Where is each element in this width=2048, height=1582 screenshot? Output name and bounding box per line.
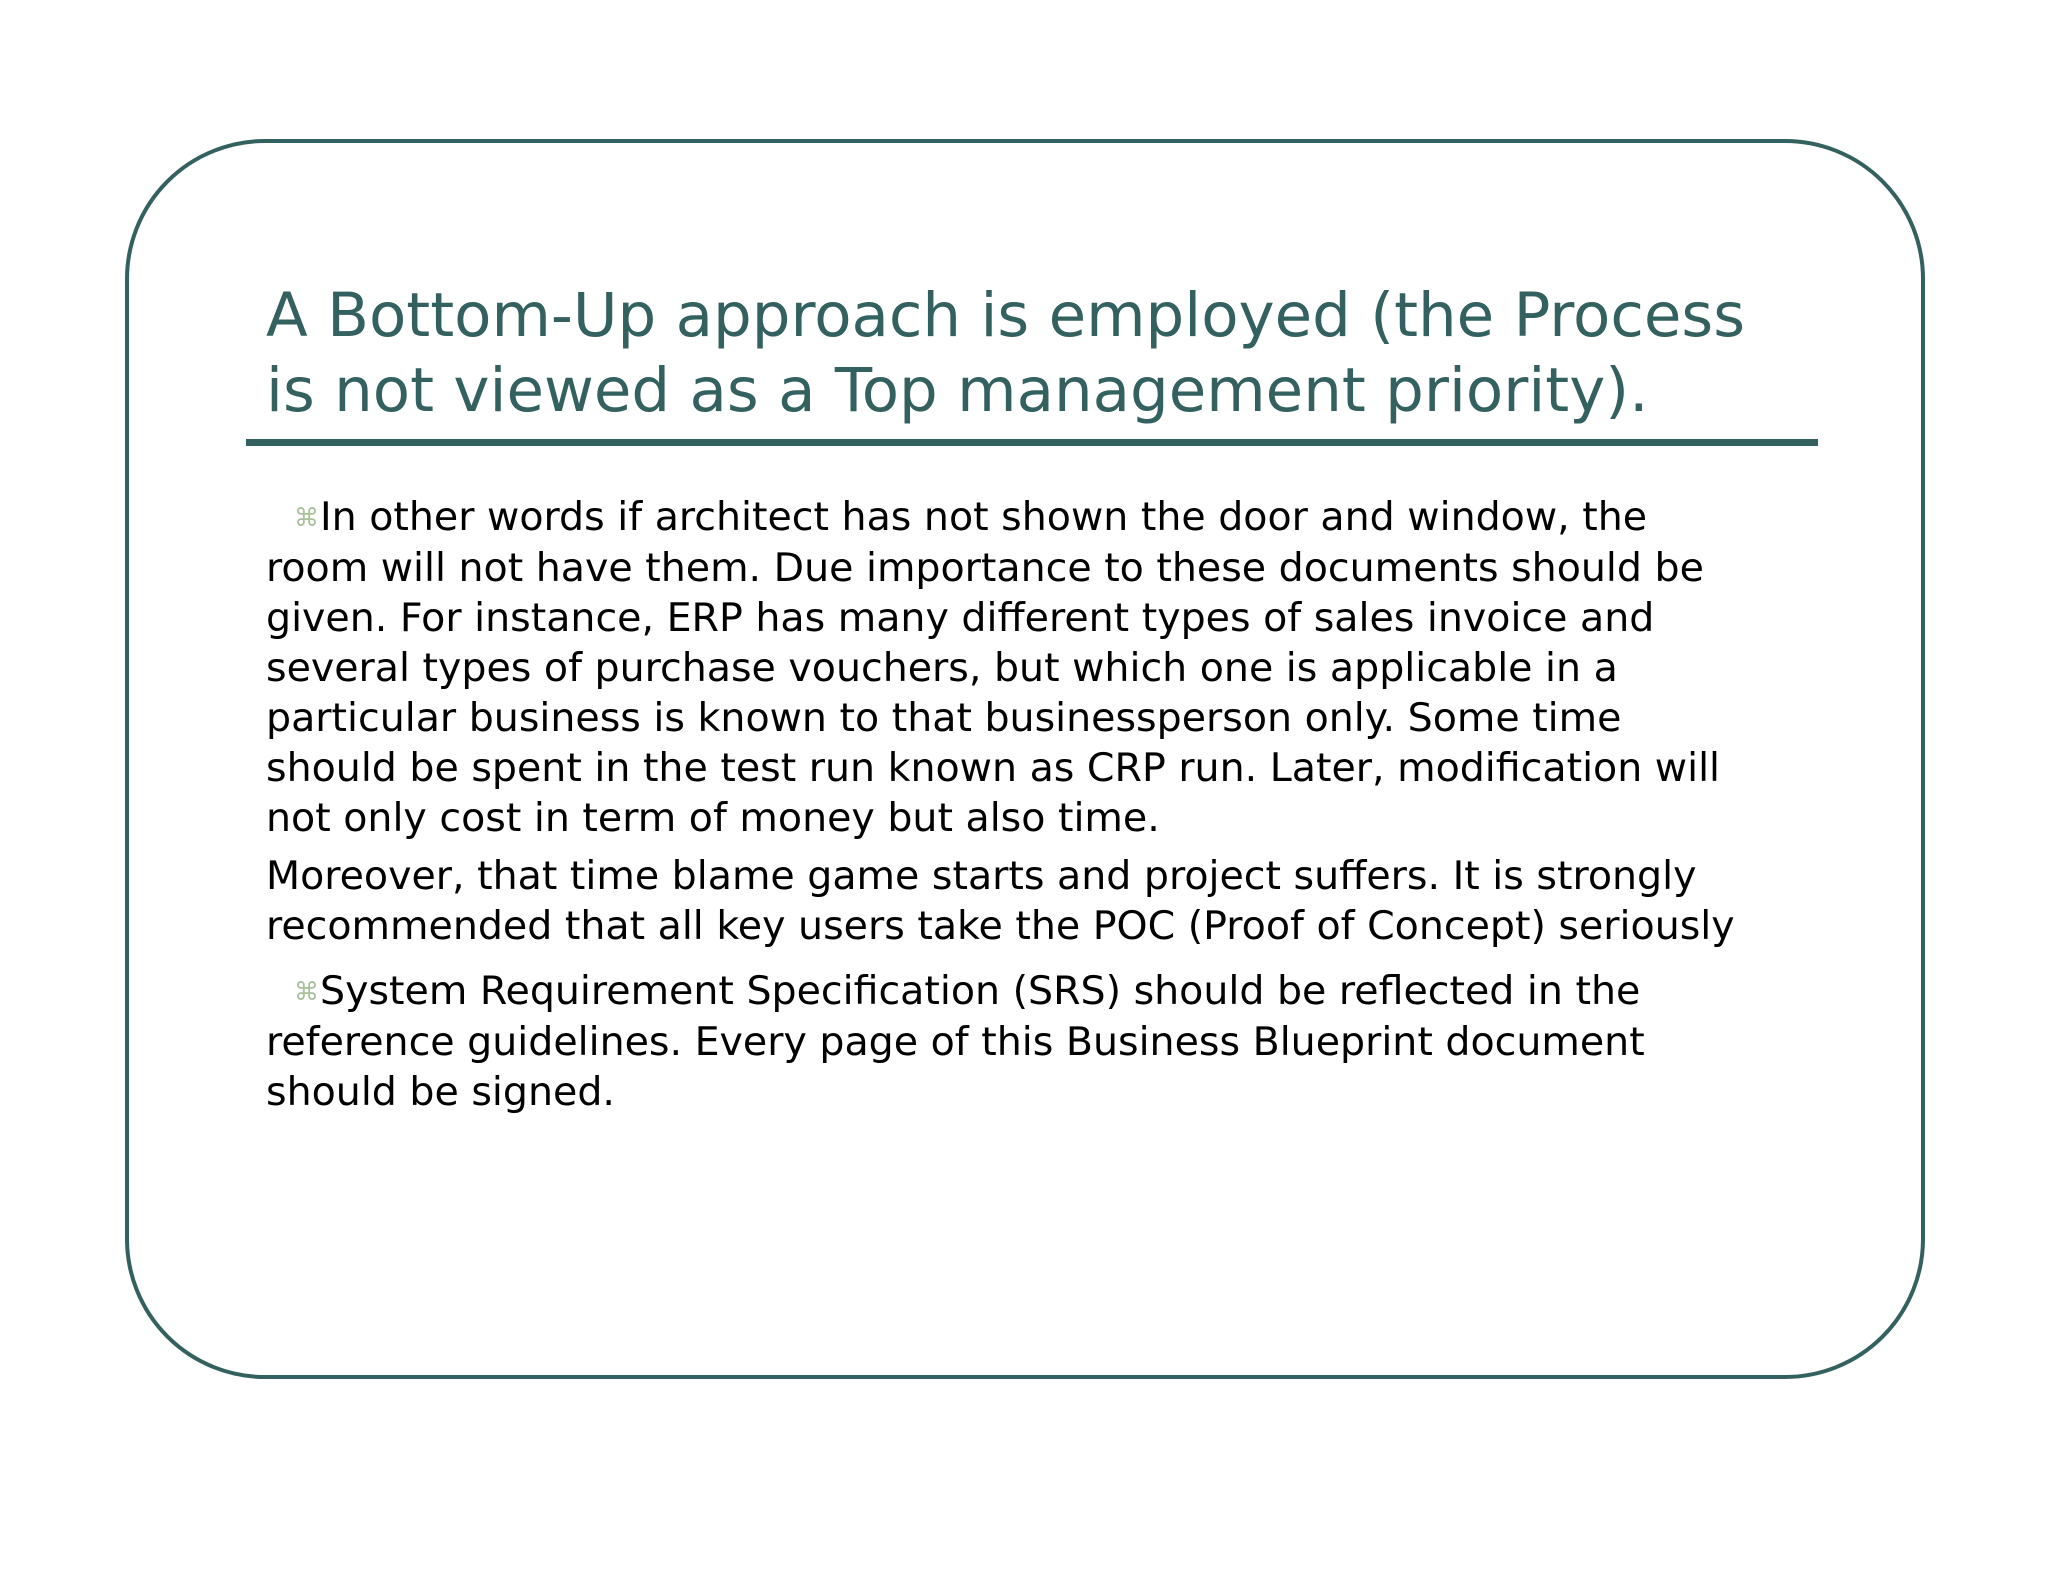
paragraph-1-line-1: ⌘In other words if architect has not shown the door and window, the	[266, 492, 1846, 543]
paragraph-2-line-1: Moreover, that time blame game starts and project suffers. It is strongly	[266, 853, 1697, 899]
bullet-icon: ⌘	[294, 977, 319, 1006]
paragraph-1-line-7: not only cost in term of money but also time.	[266, 795, 1160, 841]
title-underline	[246, 439, 1818, 446]
paragraph-3-line-3: should be signed.	[266, 1069, 615, 1115]
paragraph-1-line-6: should be spent in the test run known as CRP run. Later, modification will	[266, 745, 1721, 791]
paragraph-3-line-2: reference guidelines. Every page of this Business Blueprint document	[266, 1019, 1645, 1065]
slide-title	[266, 278, 1846, 428]
slide-body	[266, 492, 1846, 1117]
paragraph-2-line-2: recommended that all key users take the POC (Proof of Concept) seriously	[266, 903, 1735, 949]
title-line-1: A Bottom-Up approach is employed (the Process	[266, 280, 1745, 351]
paragraph-1-line-4: several types of purchase vouchers, but which one is applicable in a	[266, 645, 1618, 691]
paragraph-1-line-3: given. For instance, ERP has many different types of sales invoice and	[266, 595, 1655, 641]
title-line-2: is not viewed as a Top management priority).	[266, 355, 1649, 426]
bullet-icon: ⌘	[294, 503, 319, 532]
paragraph-3-line-1: ⌘System Requirement Specification (SRS) should be reflected in the	[266, 966, 1846, 1017]
paragraph-1-line-5: particular business is known to that businessperson only. Some time	[266, 695, 1622, 741]
paragraph-1-line-2: room will not have them. Due importance to these documents should be	[266, 545, 1704, 591]
